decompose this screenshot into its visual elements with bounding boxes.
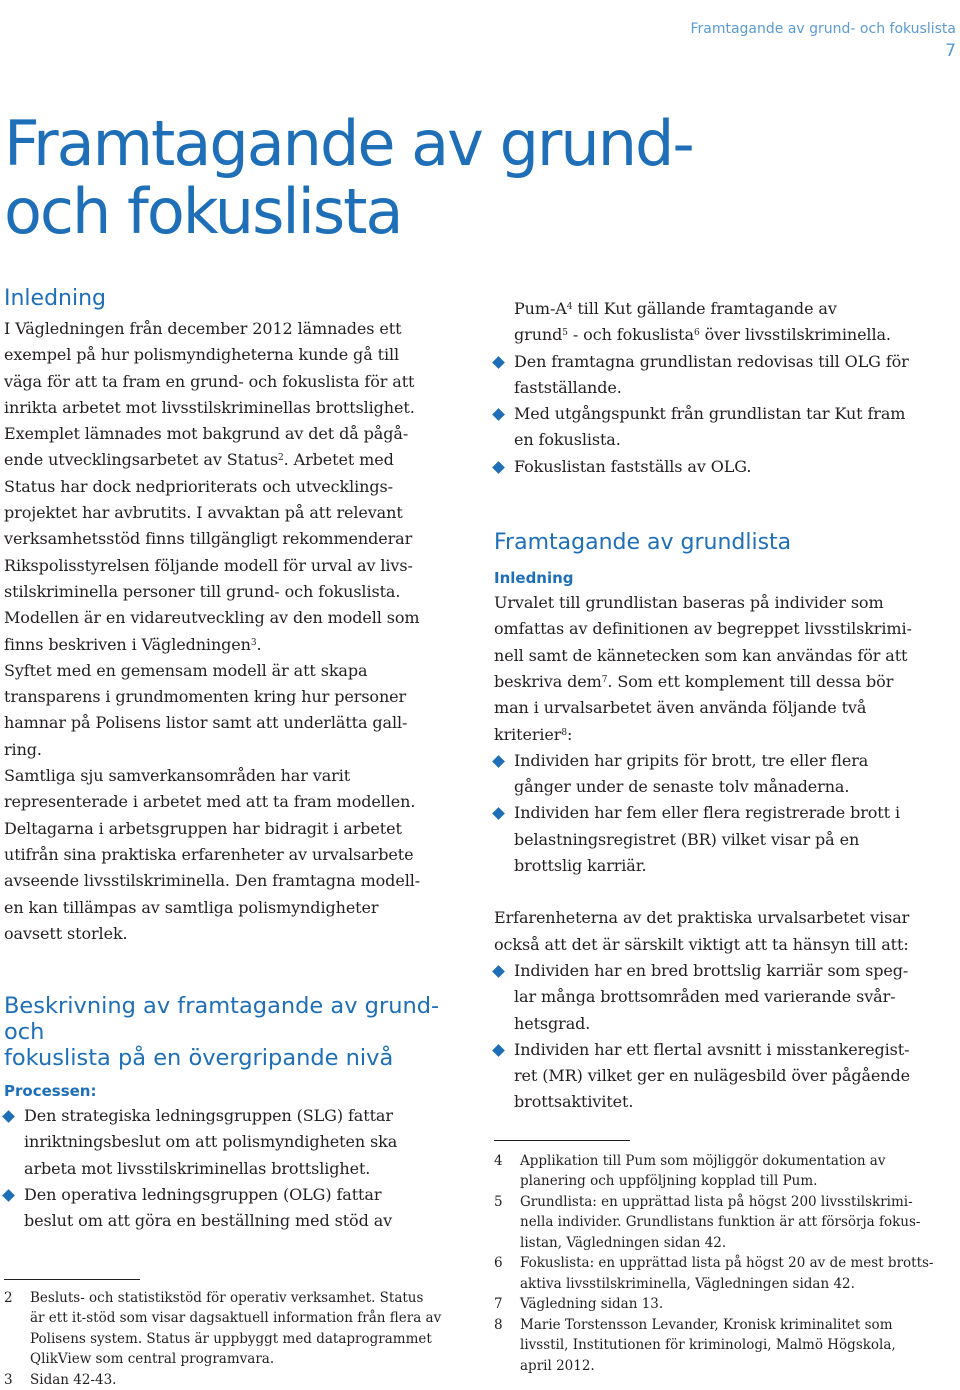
text-line: en kan tillämpas av samtliga polismyndigheter: [4, 897, 379, 917]
footnote-number: 5: [494, 1193, 503, 1210]
text-line: april 2012.: [520, 1357, 595, 1374]
list-item: [494, 958, 960, 1037]
footnote-ref: 7: [601, 674, 608, 685]
text-line: Applikation till Pum som möjliggör dokumentation av: [520, 1152, 886, 1169]
page-title-line2: och fokuslista: [4, 175, 402, 248]
section-heading-line: Beskrivning av framtagande av grund- och: [4, 993, 440, 1046]
text-line: inrikta arbetet mot livsstilskriminellas brottslighet.: [4, 397, 415, 417]
text-line: [494, 722, 960, 748]
diamond-bullet-icon: [492, 408, 505, 421]
text-line: också att det är särskilt viktigt att ta hänsyn till att:: [494, 934, 909, 954]
text-line: oavsett storlek.: [4, 923, 128, 943]
page-title-line1: Framtagande av grund-: [4, 107, 693, 180]
paragraph: [494, 590, 960, 748]
text-line: representerade i arbetet med att ta fram modellen.: [4, 792, 416, 812]
text-line: [4, 447, 474, 473]
text-line: Med utgångspunkt från grundlistan tar Kut fram: [514, 404, 906, 424]
text-line: belastningsregistret (BR) vilket visar på en: [514, 829, 860, 849]
text-line: Syftet med en gemensam modell är att skapa: [4, 660, 368, 680]
text-line: Sidan 42-43.: [30, 1371, 117, 1388]
section-heading-line: fokuslista på en övergripande nivå: [4, 1045, 394, 1072]
list-item-continued: [494, 296, 960, 349]
text-line: livsstil, Institutionen för kriminologi, Malmö Högskola,: [520, 1337, 896, 1354]
footnote-divider: [4, 1279, 140, 1280]
intro-heading: Inledning: [4, 286, 107, 311]
intro-paragraph: [4, 316, 474, 947]
text-line: Erfarenheterna av det praktiska urvalsarbetet visar: [494, 908, 910, 928]
text-span: :: [566, 724, 573, 744]
criteria-list: [494, 748, 960, 879]
sub-label: Inledning: [494, 569, 574, 588]
footnote-ref: 8: [561, 727, 567, 738]
text-line: utifrån sina praktiska erfarenheter av urvalsarbete: [4, 844, 414, 864]
text-span: grund: [514, 325, 563, 345]
text-line: Den framtagna grundlistan redovisas till OLG för: [514, 351, 909, 371]
experience-paragraph: [494, 905, 960, 958]
text-line: man i urvalsarbetet även använda följande två: [494, 698, 867, 718]
text-line: Den strategiska ledningsgruppen (SLG) fattar: [24, 1106, 393, 1126]
footnote-number: 3: [4, 1371, 13, 1388]
list-item: [494, 1037, 960, 1116]
right-column: [494, 296, 960, 1376]
text-line: Status har dock nedprioriterats och utvecklings-: [4, 476, 393, 496]
footnote-ref: 3: [250, 637, 257, 648]
text-span: .: [256, 634, 262, 654]
text-line: avseende livsstilskriminella. Den framtagna modell-: [4, 871, 421, 891]
text-line: en fokuslista.: [514, 430, 621, 450]
text-line: Modellen är en vidareutveckling av den modell som: [4, 608, 420, 628]
text-line: verksamhetsstöd finns tillgängligt rekommenderar: [4, 529, 413, 549]
text-line: Fokuslistan fastställs av OLG.: [514, 456, 752, 476]
text-line: Individen har en bred brottslig karriär som speg-: [514, 960, 909, 980]
text-line: nell samt de kännetecken som kan användas för att: [494, 645, 908, 665]
text-line: Individen har ett flertal avsnitt i misstankeregist-: [514, 1039, 910, 1059]
list-item: [494, 349, 960, 402]
footnote: [4, 1288, 474, 1370]
text-line: ret (MR) vilket ger en nulägesbild över pågående: [514, 1066, 911, 1086]
running-header: [690, 18, 956, 62]
text-line: lar många brottsområden med varierande svår-: [514, 987, 896, 1007]
footnote: [494, 1315, 960, 1377]
list-item: [494, 401, 960, 454]
text-line: [514, 322, 960, 348]
diamond-bullet-icon: [2, 1189, 15, 1202]
list-item: [4, 1182, 474, 1235]
text-span: finns beskriven i Vägledningen: [4, 634, 251, 654]
footnote-ref: 6: [693, 328, 700, 339]
text-span: . Arbetet med: [283, 450, 394, 470]
text-span: Pum-A: [514, 299, 567, 318]
footnote: [494, 1253, 960, 1294]
text-line: Vägledning sidan 13.: [520, 1296, 664, 1313]
text-line: hetsgrad.: [514, 1013, 591, 1033]
text-line: inriktningsbeslut om att polismyndigheten ska: [24, 1132, 398, 1152]
text-span: över livsstilskriminella.: [699, 325, 891, 345]
text-line: omfattas av definitionen av begreppet livsstilskrimi-: [494, 619, 912, 639]
continued-list: [494, 296, 960, 480]
diamond-bullet-icon: [492, 965, 505, 978]
diamond-bullet-icon: [492, 461, 505, 474]
text-line: brottslig karriär.: [514, 856, 647, 876]
footnote-number: 7: [494, 1296, 503, 1313]
list-item: [4, 1103, 474, 1182]
diamond-bullet-icon: [2, 1110, 15, 1123]
text-line: Besluts- och statistikstöd för operativ verksamhet. Status: [30, 1289, 424, 1306]
text-line: hamnar på Polisens listor samt att underlätta gall-: [4, 713, 408, 733]
text-line: är ett it-stöd som visar dagsaktuell information från flera av: [30, 1310, 442, 1327]
text-line: [514, 296, 960, 322]
text-line: fastställande.: [514, 377, 622, 397]
footnote-ref: 5: [562, 328, 568, 339]
text-line: stilskriminella personer till grund- och fokuslista.: [4, 581, 401, 601]
text-line: Individen har fem eller flera registrerade brott i: [514, 803, 900, 823]
text-line: aktiva livsstilskriminella, Vägledningen sidan 42.: [520, 1275, 855, 1292]
diamond-bullet-icon: [492, 356, 505, 369]
text-line: [4, 632, 474, 658]
footnotes: [4, 1279, 474, 1390]
text-span: till Kut gällande framtagande av: [572, 299, 837, 318]
experience-list: [494, 958, 960, 1116]
list-item: [494, 748, 960, 801]
text-line: QlikView som central programvara.: [30, 1351, 275, 1368]
list-item: [494, 800, 960, 879]
diamond-bullet-icon: [492, 808, 505, 821]
text-span: kriterier: [494, 724, 562, 744]
text-line: planering och uppföljning kopplad till Pum.: [520, 1173, 818, 1190]
process-label: Processen:: [4, 1082, 97, 1101]
text-line: väga för att ta fram en grund- och fokuslista för att: [4, 371, 415, 391]
text-line: Grundlista: en upprättad lista på högst 200 livsstilskrimi-: [520, 1193, 913, 1210]
text-span: - och fokuslista: [567, 325, 694, 345]
process-list: [4, 1103, 474, 1234]
text-span: . Som ett komplement till dessa bör: [607, 671, 894, 691]
text-line: Samtliga sju samverkansområden har varit: [4, 766, 351, 786]
text-line: Exemplet lämnades mot bakgrund av det då pågå-: [4, 424, 409, 444]
diamond-bullet-icon: [492, 755, 505, 768]
text-line: beslut om att göra en beställning med stöd av: [24, 1211, 393, 1231]
footnote-number: 2: [4, 1289, 13, 1306]
text-line: ring.: [4, 739, 42, 759]
text-line: Individen har gripits för brott, tre eller flera: [514, 750, 869, 770]
footnotes: [494, 1140, 960, 1377]
page-number: 7: [945, 41, 956, 61]
footnote: [4, 1370, 474, 1390]
footnote-ref: 4: [566, 302, 573, 312]
text-line: gånger under de senaste tolv månaderna.: [514, 777, 850, 797]
list-item: [494, 454, 960, 480]
page-title: [4, 107, 693, 248]
section-heading: [4, 993, 474, 1071]
section-heading: Framtagande av grundlista: [494, 530, 792, 556]
text-line: Den operativa ledningsgruppen (OLG) fattar: [24, 1185, 382, 1205]
footnote-ref: 2: [278, 453, 284, 464]
text-line: [494, 669, 960, 695]
text-line: Fokuslista: en upprättad lista på högst 20 av de mest brotts-: [520, 1255, 934, 1272]
text-line: brottsaktivitet.: [514, 1092, 634, 1112]
footnote: [494, 1192, 960, 1254]
footnote: [494, 1294, 960, 1315]
text-line: Urvalet till grundlistan baseras på individer som: [494, 593, 884, 613]
text-line: nella individer. Grundlistans funktion är att försörja fokus-: [520, 1214, 921, 1231]
text-line: Deltagarna i arbetsgruppen har bidragit i arbetet: [4, 818, 402, 838]
text-line: exempel på hur polismyndigheterna kunde gå till: [4, 345, 399, 365]
footnote-divider: [494, 1140, 630, 1141]
footnote: [494, 1151, 960, 1192]
footnote-number: 8: [494, 1316, 503, 1333]
text-line: transparens i grundmomenten kring hur personer: [4, 687, 407, 707]
text-line: I Vägledningen från december 2012 lämnades ett: [4, 319, 402, 338]
text-line: projektet har avbrutits. I avvaktan på att relevant: [4, 503, 403, 523]
text-line: Marie Torstensson Levander, Kronisk kriminalitet som: [520, 1316, 893, 1333]
diamond-bullet-icon: [492, 1044, 505, 1057]
footnote-number: 4: [494, 1152, 503, 1169]
footnote-number: 6: [494, 1255, 503, 1272]
text-span: ende utvecklingsarbetet av Status: [4, 450, 279, 470]
text-line: Rikspolisstyrelsen följande modell för urval av livs-: [4, 555, 413, 575]
running-title: Framtagande av grund- och fokuslista: [690, 21, 956, 37]
text-line: arbeta mot livsstilskriminellas brottslighet.: [24, 1158, 371, 1178]
text-line: listan, Vägledningen sidan 42.: [520, 1234, 727, 1251]
left-column: [4, 286, 474, 1390]
text-span: beskriva dem: [494, 671, 602, 691]
text-line: Polisens system. Status är uppbyggt med dataprogrammet: [30, 1330, 432, 1347]
